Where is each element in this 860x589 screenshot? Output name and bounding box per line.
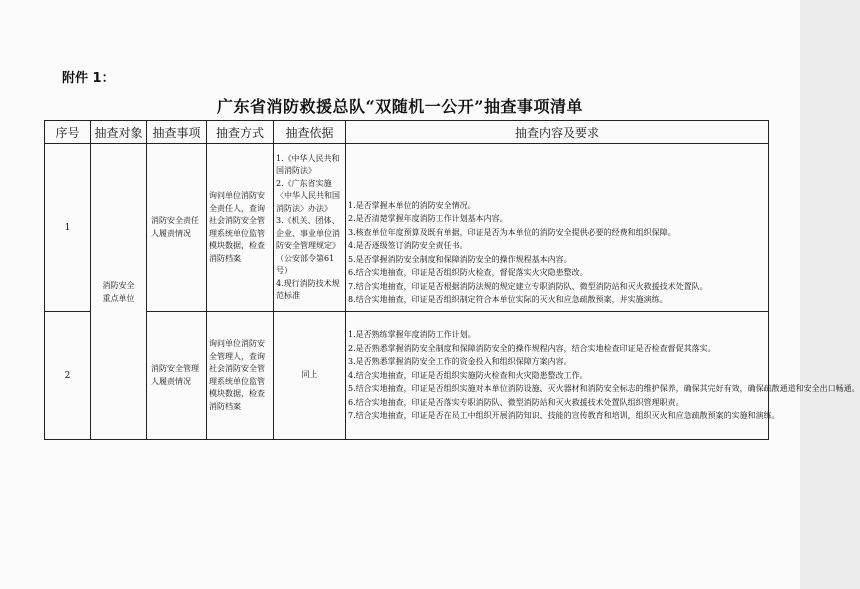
header-method: 抽查方式 <box>207 121 274 144</box>
inspection-table <box>44 120 860 440</box>
inspection-object: 消防安全 重点单位 <box>91 144 147 440</box>
inspection-item: 消防安全责任人履责情况 <box>147 144 207 312</box>
header-index: 序号 <box>45 121 91 144</box>
header-basis: 抽查依据 <box>274 121 346 144</box>
inspection-item: 消防安全管理人履责情况 <box>147 312 207 440</box>
table-row <box>45 312 769 440</box>
row-index: 1 <box>45 144 91 312</box>
inspection-content: 1.是否掌握本单位的消防安全情况。 2.是否清楚掌握年度消防工作计划基本内容。 3.核查单位年度预算及既有单据，印证是否为本单位的消防安全提供必要的经费和组织保障。 4.是否逐级签订消防安全责任书。 5.是否掌握消防安全制度和保障消防安全的操作规程基本内容。 6.结合实地抽查，印证是否组织防火检查，督促落实火灾隐患整改。 7.结合实地抽查，印证是否根据消防法规的规定建立专职消防队、微型消防站和灭火救援技术处置队。 8.结合实地抽查，印证是否组织制定符合本单位实际的灭火和应急疏散预案，并实施演练。 <box>346 144 769 312</box>
inspection-basis: 1.《中华人民共和国消防法》 2.《广东省实施〈中华人民共和国消防法〉办法》 3.《机关、团体、企业、事业单位消防安全管理规定》（公安部令第61号） 4.现行消防技术规范标准 <box>274 144 346 312</box>
header-content: 抽查内容及要求 <box>346 121 769 144</box>
header-item: 抽查事项 <box>147 121 207 144</box>
annex-label: 附件 1： <box>62 71 115 86</box>
inspection-basis: 同上 <box>274 312 346 440</box>
inspection-content: 1.是否熟练掌握年度消防工作计划。 2.是否熟悉掌握消防安全制度和保障消防安全的操作规程内容，结合实地检查印证是否检查督促其落实。 3.是否熟悉掌握消防安全工作的资金投入和组织保障方案内容。 4.结合实地抽查，印证是否组织实施防火检查和火灾隐患整改工作。 5.结合实地抽查，印证是否组织实施对本单位消防设施、灭火器材和消防安全标志的维护保养，确保其完好有效，确保疏散通道和安全出口畅通。 6.结合实地抽查，印证是否落实专职消防队、微型消防站和灭火救援技术处置队组织管理职责。 7.结合实地抽查，印证是否在员工中组织开展消防知识、技能的宣传教育和培训，组织灭火和应急疏散预案的实施和演练。 <box>346 312 769 440</box>
header-object: 抽查对象 <box>91 121 147 144</box>
page-title: 广东省消防救援总队“双随机一公开”抽查事项清单 <box>217 97 583 116</box>
inspection-method: 询问单位消防安全责任人，查询社会消防安全管理系统单位监管模块数据，检查消防档案 <box>207 144 274 312</box>
table-header-row <box>45 121 769 144</box>
inspection-method: 询问单位消防安全管理人，查询社会消防安全管理系统单位监管模块数据，检查消防档案 <box>207 312 274 440</box>
table-row <box>45 144 769 312</box>
row-index: 2 <box>45 312 91 440</box>
